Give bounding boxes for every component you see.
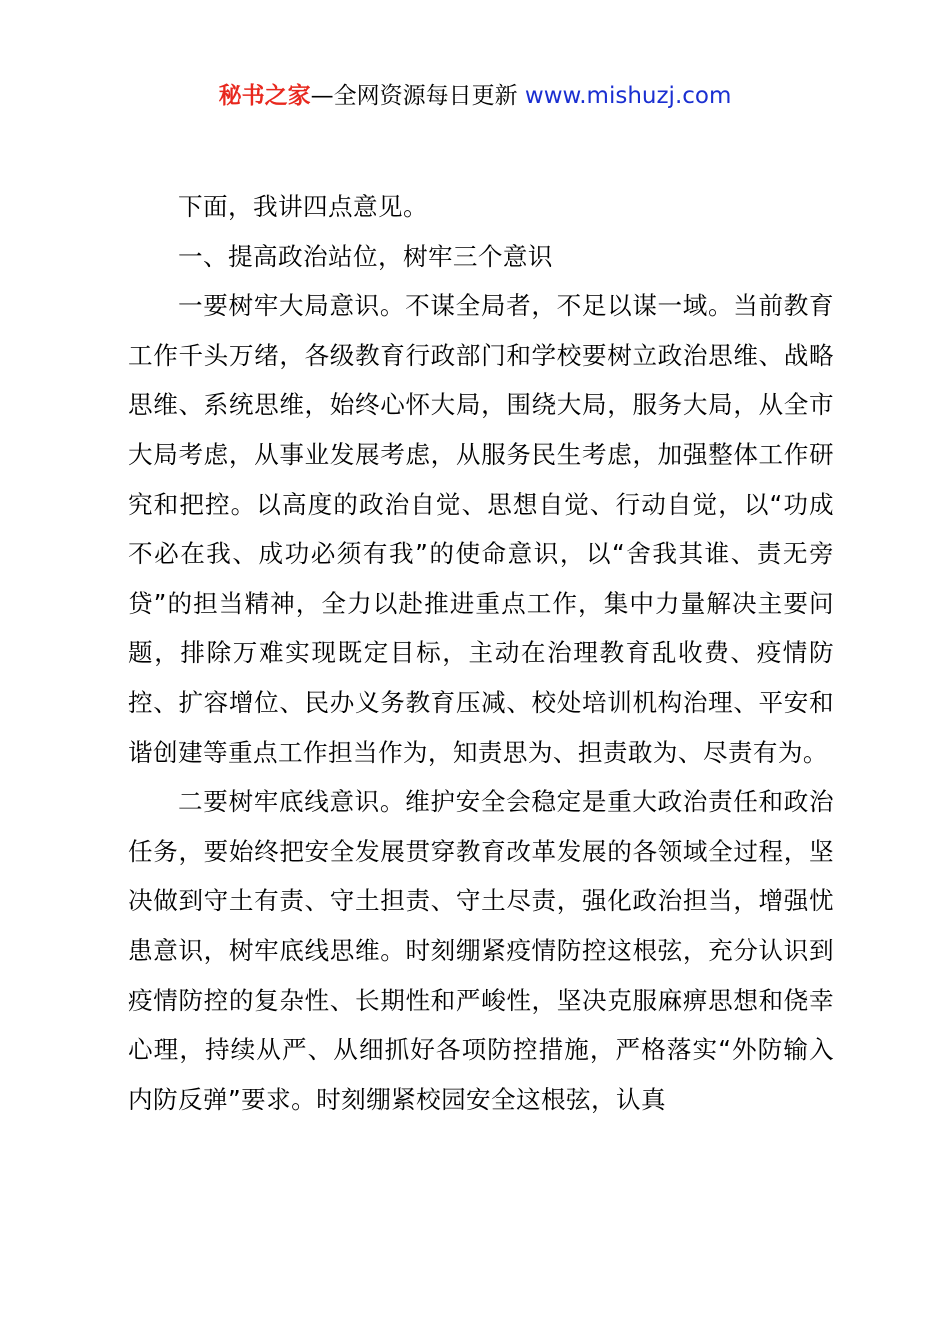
header-tagline: —全网资源每日更新 bbox=[310, 83, 518, 109]
paragraph-overall-awareness: 一要树牢大局意识。不谋全局者，不足以谋一域。当前教育工作千头万绪，各级教育行政部门和学校要树立政治思维、战略思维、系统思维，始终心怀大局，围绕大局，服务大局，从全市大局考虑，从事业发展考虑，从服务民生考虑，加强整体工作研究和把控。以高度的政治自觉、思想自觉、行动自觉，以“功成不必在我、成功必须有我”的使命意识，以“舍我其谁、责无旁贷”的担当精神，全力以赴推进重点工作，集中力量解决主要问题，排除万难实现既定目标，主动在治理教育乱收费、疫情防控、扩容增位、民办义务教育压减、校处培训机构治理、平安和谐创建等重点工作担当作为，知责思为、担责敢为、尽责有为。 bbox=[128, 291, 834, 767]
paragraph-bottom-line-awareness: 二要树牢底线意识。维护安全会稳定是重大政治责任和政治任务，要始终把安全发展贯穿教育改革发展的各领域全过程，坚决做到守土有责、守土担责、守土尽责，强化政治担当，增强忧患意识，树牢底线思维。时刻绷紧疫情防控这根弦，充分认识到疫情防控的复杂性、长期性和严峻性，坚决克服麻痹思想和侥幸心理，持续从严、从细抓好各项防控措施，严格落实“外防输入内防反弹”要求。时刻绷紧校园安全这根弦，认真 bbox=[128, 787, 834, 1114]
paragraph-intro: 下面，我讲四点意见。 bbox=[178, 192, 428, 221]
page-header bbox=[0, 80, 950, 112]
document-body bbox=[128, 182, 834, 1124]
website-link[interactable]: www.mishuzj.com bbox=[524, 83, 732, 109]
section-heading: 一、提高政治站位，树牢三个意识 bbox=[178, 241, 553, 271]
brand-name: 秘书之家 bbox=[218, 83, 311, 109]
